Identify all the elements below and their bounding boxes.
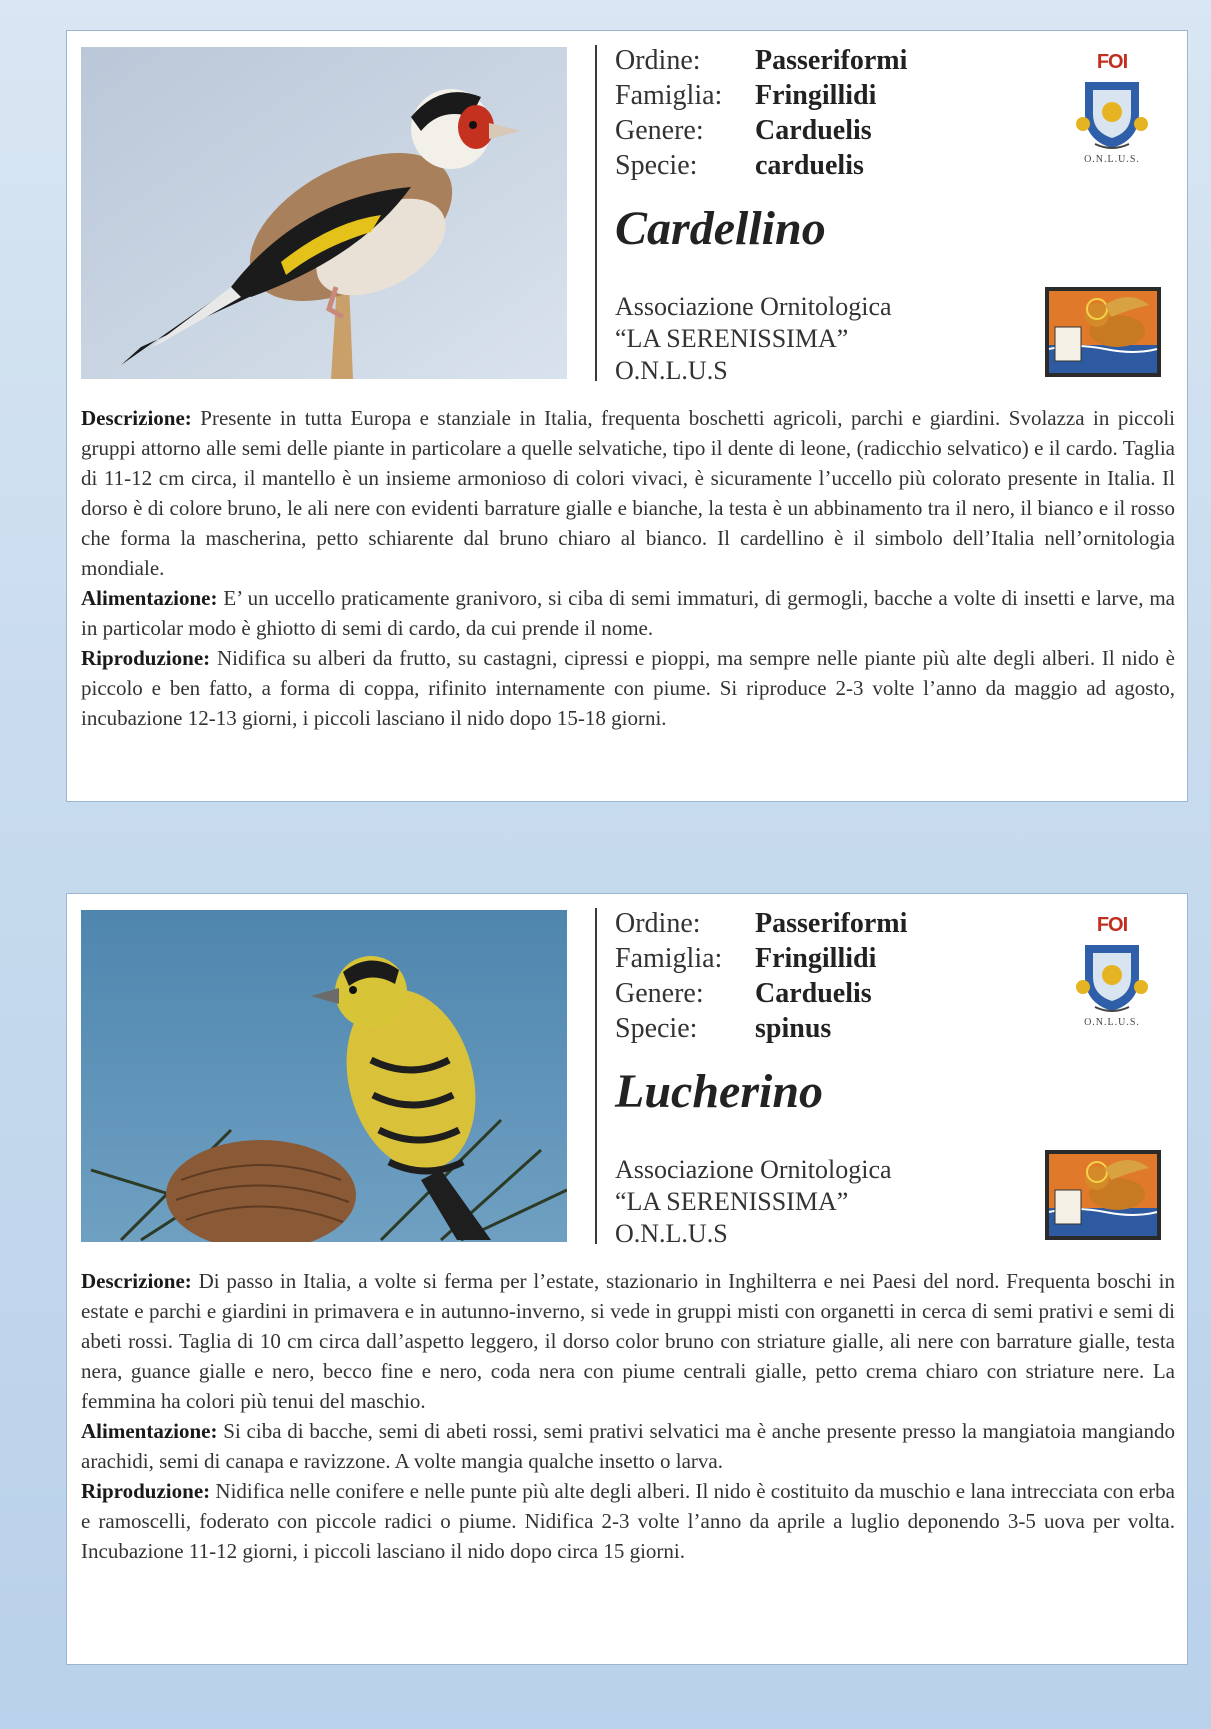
foi-onlus-text: O.N.L.U.S.: [1084, 154, 1140, 165]
vertical-divider: [595, 908, 597, 1244]
common-name: Cardellino: [615, 202, 826, 255]
goldfinch-photo: [81, 47, 567, 379]
reproduction-paragraph: [81, 1476, 1175, 1566]
taxonomy-label: Ordine:: [615, 907, 701, 939]
taxonomy-value: spinus: [755, 1012, 832, 1044]
association-line: O.N.L.U.S: [615, 356, 728, 385]
description-paragraph: [81, 403, 1175, 583]
taxonomy-value: carduelis: [755, 149, 864, 181]
taxonomy-row-ordine: [615, 43, 1035, 78]
taxonomy-row-genere: [615, 976, 1035, 1011]
section-label: Riproduzione:: [81, 646, 211, 670]
association-line: Associazione Ornitologica: [615, 292, 892, 321]
foi-crest-icon: [1075, 74, 1149, 152]
lion-of-saint-mark-emblem: [1045, 287, 1161, 377]
taxonomy-label: Specie:: [615, 149, 698, 181]
taxonomy-table: [615, 43, 1035, 183]
association-line: “LA SERENISSIMA”: [615, 324, 849, 353]
section-label: Descrizione:: [81, 1269, 192, 1293]
taxonomy-table: [615, 906, 1035, 1046]
taxonomy-label: Specie:: [615, 1012, 698, 1044]
lion-of-saint-mark-emblem: [1045, 1150, 1161, 1240]
species-card-lucherino: [66, 893, 1188, 1665]
association-line: O.N.L.U.S: [615, 1219, 728, 1248]
taxonomy-label: Famiglia:: [615, 79, 723, 111]
taxonomy-value: Carduelis: [755, 977, 872, 1009]
section-text: Nidifica nelle conifere e nelle punte più alte degli alberi. Il nido è costituito da muschio e lana intrecciata con erba e ramoscelli, foderato con piccole radici o piume. Nidifica 2-3 volte l’anno da aprile a luglio deponendo 3-5 uova per volta. Incubazione 11-12 giorni, i piccoli lasciano il nido dopo circa 15 giorni.: [81, 1479, 1176, 1563]
taxonomy-value: Fringillidi: [755, 942, 877, 974]
taxonomy-value: Fringillidi: [755, 79, 877, 111]
taxonomy-row-specie: [615, 148, 1035, 183]
taxonomy-label: Ordine:: [615, 44, 701, 76]
taxonomy-row-famiglia: [615, 941, 1035, 976]
species-description: [81, 403, 1175, 733]
foi-logo: [1067, 51, 1157, 191]
taxonomy-row-famiglia: [615, 78, 1035, 113]
foi-onlus-text: O.N.L.U.S.: [1084, 1017, 1140, 1028]
foi-crest-icon: [1075, 937, 1149, 1015]
association-line: Associazione Ornitologica: [615, 1155, 892, 1184]
section-label: Riproduzione:: [81, 1479, 211, 1503]
section-text: Presente in tutta Europa e stanziale in Italia, frequenta boschetti agricoli, parchi e giardini. Svolazza in piccoli gruppi attorno alle semi delle piante in particolare a quelle selvatiche, tipo il dente di leone, (radicchio selvatico) e il cardo. Taglia di 11-12 cm circa, il mantello è un insieme armonioso di colori vivaci, è sicuramente l’uccello più colorato presente in Italia. Il dorso è di colore bruno, le ali nere con evidenti barrature gialle e bianche, la testa è un abbinamento tra il nero, il bianco e il rosso che forma la mascherina, petto schiarente dal bruno chiaro al bianco. Il cardellino è il simbolo dell’Italia nell’ornitologia mondiale.: [81, 406, 1175, 580]
section-label: Alimentazione:: [81, 1419, 218, 1443]
section-label: Descrizione:: [81, 406, 192, 430]
taxonomy-value: Passeriformi: [755, 44, 908, 76]
description-paragraph: [81, 1266, 1175, 1416]
siskin-photo: [81, 910, 567, 1242]
vertical-divider: [595, 45, 597, 381]
section-label: Alimentazione:: [81, 586, 218, 610]
taxonomy-row-specie: [615, 1011, 1035, 1046]
taxonomy-value: Carduelis: [755, 114, 872, 146]
taxonomy-row-ordine: [615, 906, 1035, 941]
foi-logo-text: FOI: [1096, 51, 1128, 73]
section-text: Di passo in Italia, a volte si ferma per l’estate, stazionario in Inghilterra e nei Paesi del nord. Frequenta boschi in estate e parchi e giardini in primavera e in autunno-inverno, si vede in gruppi misti con organetti in cerca di semi prativi e semi di abeti rossi. Taglia di 10 cm circa dall’aspetto leggero, il dorso color bruno con striature gialle, ali nere con barrature gialle, testa nera, guance gialle e nero, becco fine e nero, coda nera con piume centrali gialle, petto crema chiaro con striature nere. La femmina ha colori più tenui del maschio.: [81, 1269, 1175, 1413]
taxonomy-value: Passeriformi: [755, 907, 908, 939]
species-card-cardellino: [66, 30, 1188, 802]
reproduction-paragraph: [81, 643, 1175, 733]
section-text: Nidifica su alberi da frutto, su castagni, cipressi e pioppi, ma sempre nelle piante più alte degli alberi. Il nido è piccolo e ben fatto, a forma di coppa, rifinito internamente con piume. Si riproduce 2-3 volte l’anno da maggio ad agosto, incubazione 12-13 giorni, i piccoli lasciano il nido dopo 15-18 giorni.: [81, 646, 1175, 730]
foi-logo-text: FOI: [1096, 914, 1128, 936]
foi-logo: [1067, 914, 1157, 1054]
species-description: [81, 1266, 1175, 1566]
taxonomy-label: Famiglia:: [615, 942, 723, 974]
feeding-paragraph: [81, 583, 1175, 643]
taxonomy-row-genere: [615, 113, 1035, 148]
association-line: “LA SERENISSIMA”: [615, 1187, 849, 1216]
feeding-paragraph: [81, 1416, 1175, 1476]
association-name: [615, 291, 892, 387]
common-name: Lucherino: [615, 1065, 824, 1118]
section-text: Si ciba di bacche, semi di abeti rossi, semi prativi selvatici ma è anche presente presso la mangiatoia mangiando arachidi, semi di canapa e ravizzone. A volte mangia qualche insetto o larva.: [81, 1419, 1176, 1473]
section-text: E’ un uccello praticamente granivoro, si ciba di semi immaturi, di germogli, bacche a volte di insetti e larve, ma in particolar modo è ghiotto di semi di cardo, da cui prende il nome.: [81, 586, 1176, 640]
association-name: [615, 1154, 892, 1250]
taxonomy-label: Genere:: [615, 114, 704, 146]
taxonomy-label: Genere:: [615, 977, 704, 1009]
